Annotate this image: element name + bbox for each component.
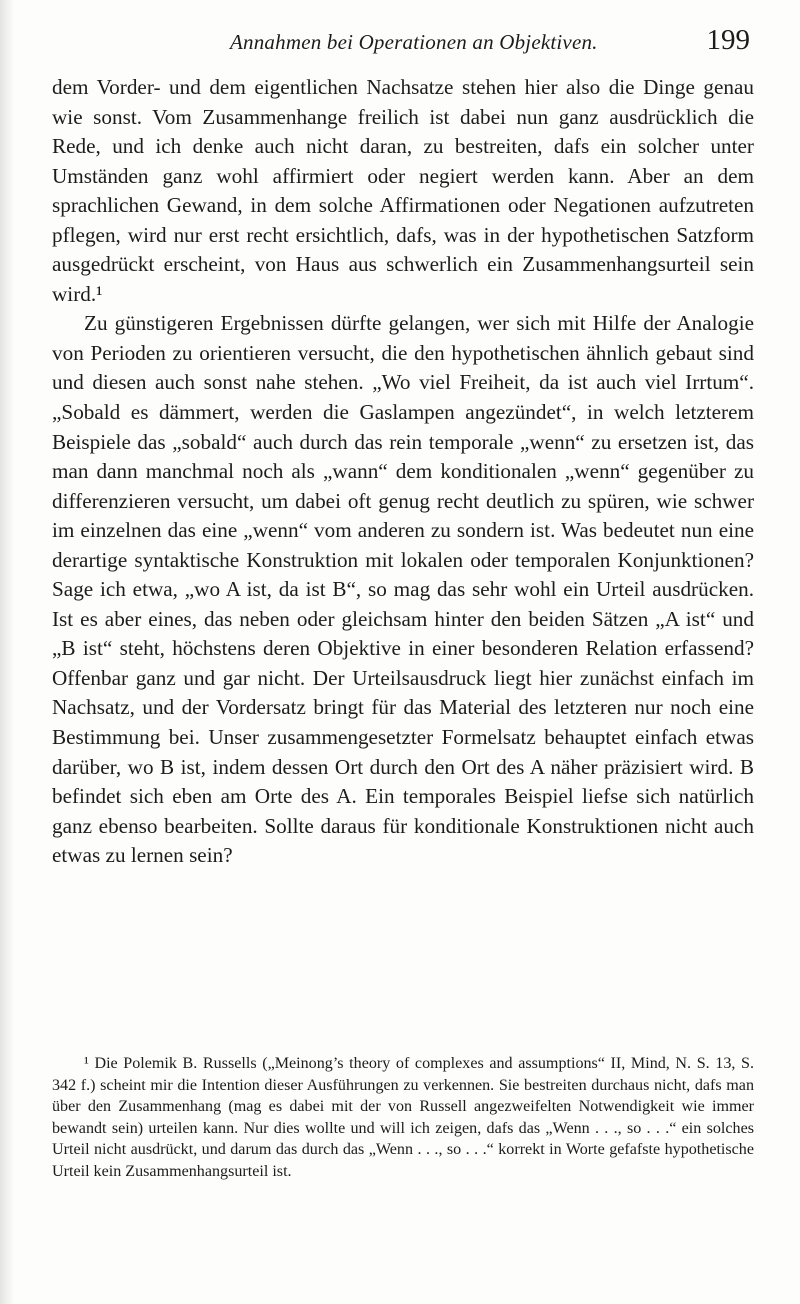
page-edge-shadow — [0, 0, 14, 1304]
running-head — [50, 22, 750, 62]
running-title: Annahmen bei Operationen an Objektiven. — [230, 30, 598, 54]
paragraph-continued: dem Vorder- und dem eigentlichen Nachsatze stehen hier also die Dinge genau wie sonst. Vom Zusammenhange freilich ist dabei nun ganz ausdrücklich die Rede, und ich denke auch nicht daran, zu bestreiten, dafs ein solcher unter Umständen ganz wohl affirmiert oder negiert werden kann. Aber an dem sprachlichen Gewand, in dem solche Affirmationen oder Negationen aufzutreten pflegen, wird nur erst recht ersichtlich, dafs, was in der hypothetischen Satzform ausgedrückt erscheint, von Haus aus schwerlich ein Zusammenhangsurteil sein wird.¹ — [52, 75, 754, 306]
paragraph: Zu günstigeren Ergebnissen dürfte gelangen, wer sich mit Hilfe der Analogie von Perioden zu orientieren versucht, die den hypothetischen ähnlich gebaut sind und diesen auch sonst nahe stehen. „Wo viel Freiheit, da ist auch viel Irrtum“. „Sobald es dämmert, werden die Gaslampen angezündet“, in welch letzterem Beispiele das „sobald“ auch durch das rein temporale „wenn“ zu ersetzen ist, das man dann manchmal noch als „wann“ dem konditionalen „wenn“ gegenüber zu differenzieren versucht, um dabei oft genug recht deutlich zu spüren, wie schwer im einzelnen das eine „wenn“ vom anderen zu sondern ist. Was bedeutet nun eine derartige syntaktische Konstruktion mit lokalen oder temporalen Konjunktionen? Sage ich etwa, „wo A ist, da ist B“, so mag das sehr wohl ein Urteil ausdrücken. Ist es aber eines, das neben oder gleichsam hinter den beiden Sätzen „A ist“ und „B ist“ steht, höchstens deren Objektive in einer besonderen Relation erfassend? Offenbar ganz und gar nicht. Der Urteilsausdruck liegt hier zunächst einfach im Nachsatz, und der Vordersatz bringt für das Material des letzteren nur noch eine Bestimmung bei. Unser zusammengesetzter Formelsatz behauptet einfach etwas darüber, wo B ist, indem dessen Ort durch den Ort des A näher präzisiert wird. B befindet sich eben am Orte des A. Ein temporales Beispiel liefse sich natürlich ganz ebenso bearbeiten. Sollte daraus für konditionale Konstruktionen nicht auch etwas zu lernen sein? — [52, 311, 754, 868]
footnote: ¹ Die Polemik B. Russells („Meinong’s theory of complexes and assumptions“ II, Mind, N. S. 13, S. 342 f.) scheint mir die Intention dieser Ausführungen zu verkennen. Sie bestreiten durchaus nicht, dafs man über den Zusammenhang (mag es dabei mit der von Russell angezweifelten Notwendigkeit wie immer bewandt sein) urteilen kann. Nur dies wollte und will ich zeigen, dafs das „Wenn . . ., so . . .“ ein solches Urteil nicht ausdrückt, und darum das durch das „Wenn . . ., so . . .“ korrekt in Worte gefafste hypothetische Urteil kein Zusammenhangsurteil ist. — [52, 1055, 754, 1180]
body-text — [52, 73, 754, 871]
page-number: 199 — [706, 24, 750, 56]
